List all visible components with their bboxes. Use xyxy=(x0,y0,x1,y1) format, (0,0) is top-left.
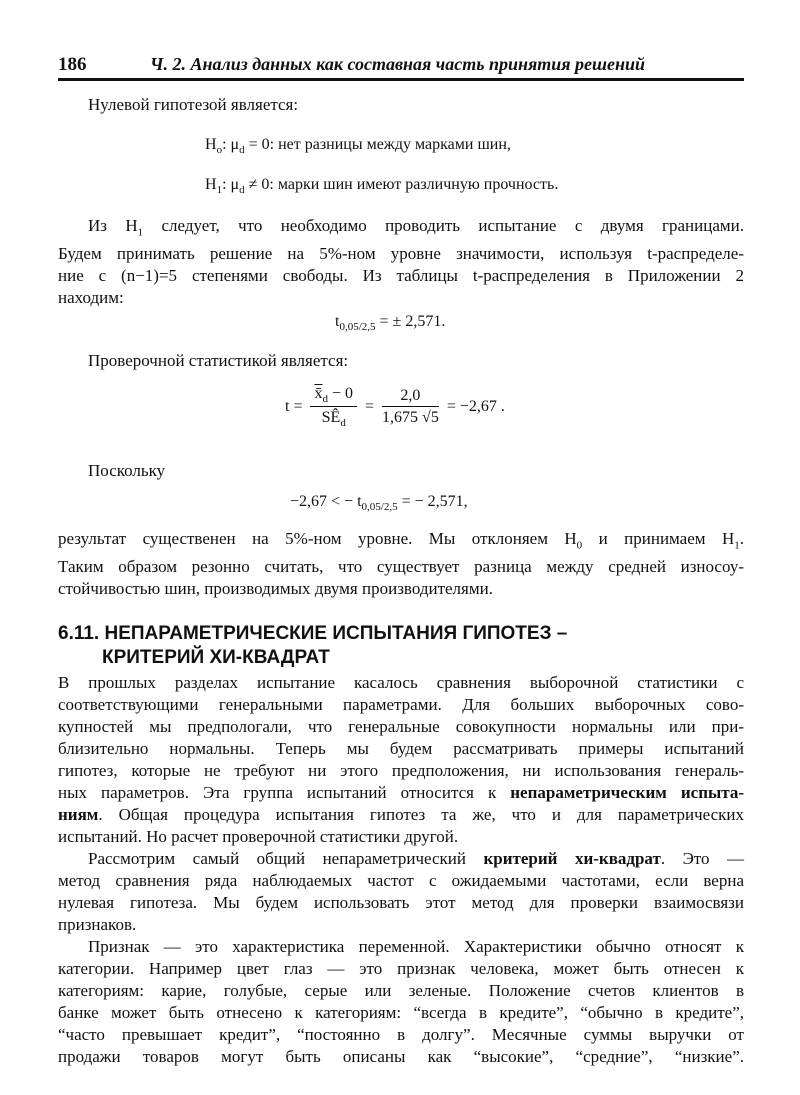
hypothesis-h0: $H_o$: $\mu_d = 0$: нет разницы между марками шин, xyxy=(205,136,511,157)
inequality-formula: −2,67 < − $t_{0,05/2,5}$ = − 2,571, xyxy=(290,493,468,514)
page-header xyxy=(58,54,744,80)
test-statistic-formula: t = $\frac{x̄_d - 0}{SÊ_d}$ = $\frac{2,0}{1,675 √5}$ = −2,67 . xyxy=(285,385,505,430)
running-title: Ч. 2. Анализ данных как составная часть принятия решений xyxy=(150,54,645,74)
intro-text: Нулевой гипотезой является: xyxy=(88,95,299,114)
paragraph-attribute: Признак — это характеристика переменной. Характеристики обычно относят к категории. Например цвет глаз — это признак человека, может быть отнесен к категориям: карие, голубые, серые или зеленые. Положение счетов клиентов в банке может быть отнесено к категориям: “всегда в кредите”, “обычно в кредите”, “часто превышает кредит”, “постоянно в долгу”. Месячные суммы выручки от продажи товаров могут быть описаны как “высокие”, “средние”, “низкие”. xyxy=(58,937,744,1066)
hypothesis-h1: $H_1$: $\mu_d \ne 0$: марки шин имеют различную прочность. xyxy=(205,176,559,197)
paragraph-conclusion: результат существенен на 5%-ном уровне. Мы отклоняем $H_0$ и принимаем $H_1$. Таким образом резонно считать, что существует разница между средней износоу- стойчивостью шин, производимых двумя производителями. xyxy=(58,529,744,599)
statistic-intro: Проверочной статистикой является: xyxy=(88,351,349,370)
fraction-2: $\frac{2,0}{1,675 √5}$ xyxy=(382,387,439,427)
fraction-1: $\frac{x̄_d - 0}{SÊ_d}$ xyxy=(310,385,357,429)
critical-value-formula: $t_{0,05/2,5}$ = ± 2,571. xyxy=(335,313,446,334)
paragraph-test-setup: Из $H_1$ следует, что необходимо проводить испытание с двумя границами. Будем принимать решение на 5%-ном уровне значимости, используя t-распределе- ние с (n−1)=5 степенями свободы. Из таблицы t-распределения в Приложении 2 находим: xyxy=(58,216,744,308)
paragraph-nonparametric: В прошлых разделах испытание касалось сравнения выборочной статистики с соответствующими генеральными параметрами. Для больших выборочных сово- купностей мы предпологали, что генеральные совокупности нормальны или при- близительно нормальны. Теперь мы будем рассматривать примеры испытаний гипотез, которые не требуют ни этого предположения, ни использования генераль- ных параметров. Эта группа испытаний относится к непараметрическим испыта- ниям. Общая процедура испытания гипотез та же, что и для параметрических испытаний. Но расчет проверочной статистики другой. xyxy=(58,673,744,846)
header-rule xyxy=(58,78,744,81)
paragraph-chi-square: Рассмотрим самый общий непараметрический критерий хи-квадрат. Это — метод сравнения ряда наблюдаемых частот с ожидаемыми частотами, если верна нулевая гипотеза. Мы будем использовать этот метод для проверки взаимосвязи признаков. xyxy=(58,849,744,934)
section-heading: 6.11. НЕПАРАМЕТРИЧЕСКИЕ ИСПЫТАНИЯ ГИПОТЕЗ – КРИТЕРИЙ ХИ-КВАДРАТ xyxy=(58,623,568,668)
page-number: 186 xyxy=(58,54,87,75)
since-text: Поскольку xyxy=(88,461,166,480)
